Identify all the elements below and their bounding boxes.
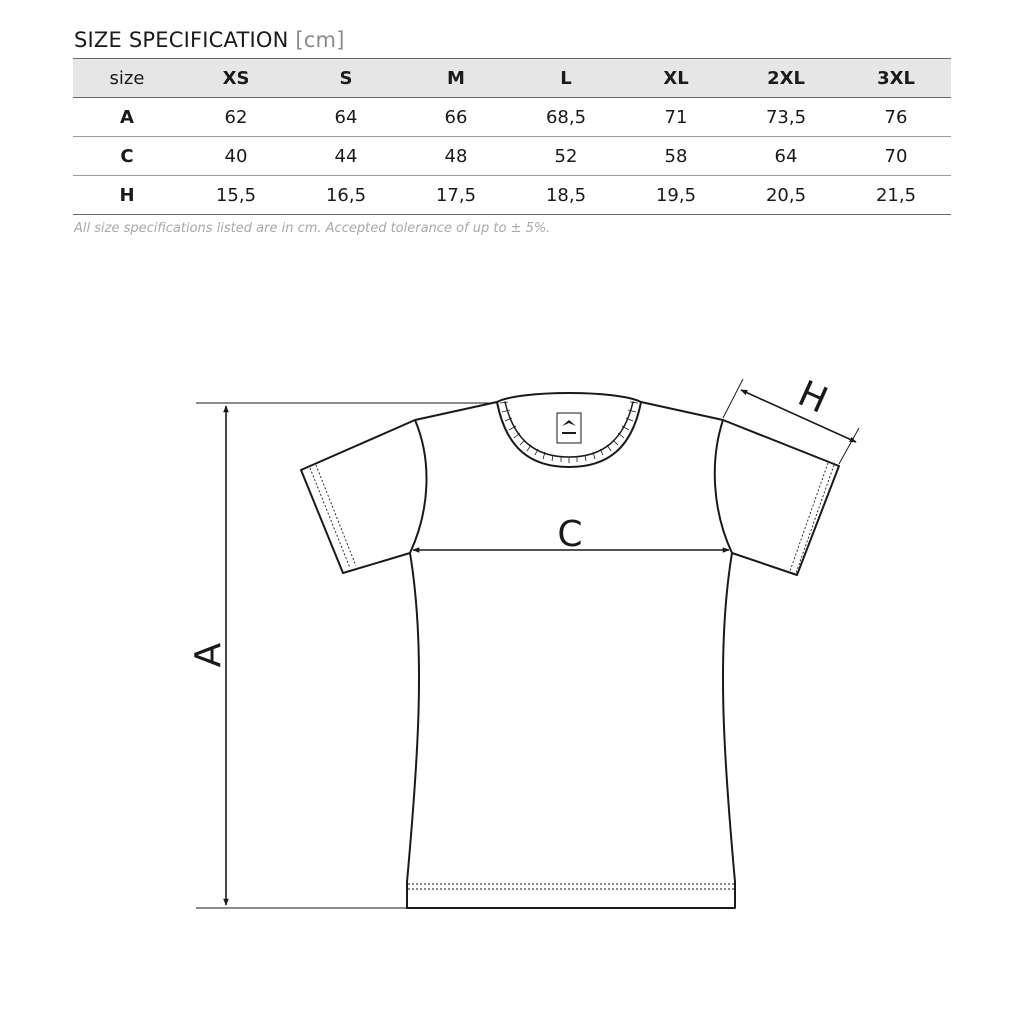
dimension-h-label: H (791, 373, 834, 422)
cell-h-3xl: 21,5 (841, 176, 951, 215)
cell-a-m: 66 (401, 98, 511, 137)
cell-c-xl: 58 (621, 137, 731, 176)
tolerance-note: All size specifications listed are in cm. Accepted tolerance of up to ± 5%. (74, 221, 551, 236)
title-unit: [cm] (295, 28, 345, 52)
cell-h-xl: 19,5 (621, 176, 731, 215)
cell-c-l: 52 (511, 137, 621, 176)
dimension-a (188, 403, 497, 908)
header-size-xs: XS (181, 59, 291, 98)
header-size-3xl: 3XL (841, 59, 951, 98)
dimension-h (723, 373, 859, 464)
cell-a-3xl: 76 (841, 98, 951, 137)
header-size-2xl: 2XL (731, 59, 841, 98)
cell-c-2xl: 64 (731, 137, 841, 176)
cell-h-2xl: 20,5 (731, 176, 841, 215)
cell-c-m: 48 (401, 137, 511, 176)
header-size-xl: XL (621, 59, 731, 98)
neck-label (557, 413, 581, 443)
cell-a-l: 68,5 (511, 98, 621, 137)
cell-a-2xl: 73,5 (731, 98, 841, 137)
cell-c-s: 44 (291, 137, 401, 176)
header-size-l: L (511, 59, 621, 98)
row-label-h: H (73, 176, 181, 215)
cell-c-3xl: 70 (841, 137, 951, 176)
cell-h-s: 16,5 (291, 176, 401, 215)
cell-h-xs: 15,5 (181, 176, 291, 215)
tshirt-outline (301, 393, 839, 908)
cell-a-xl: 71 (621, 98, 731, 137)
header-size-m: M (401, 59, 511, 98)
title-text: SIZE SPECIFICATION (74, 28, 289, 52)
cell-a-s: 64 (291, 98, 401, 137)
cell-c-xs: 40 (181, 137, 291, 176)
cell-h-m: 17,5 (401, 176, 511, 215)
dimension-a-label: A (188, 642, 229, 668)
dimension-c (413, 514, 729, 555)
dimension-c-label: C (557, 514, 583, 555)
row-label-a: A (73, 98, 181, 137)
header-size-label: size (73, 59, 181, 98)
cell-a-xs: 62 (181, 98, 291, 137)
header-size-s: S (291, 59, 401, 98)
row-label-c: C (73, 137, 181, 176)
cell-h-l: 18,5 (511, 176, 621, 215)
